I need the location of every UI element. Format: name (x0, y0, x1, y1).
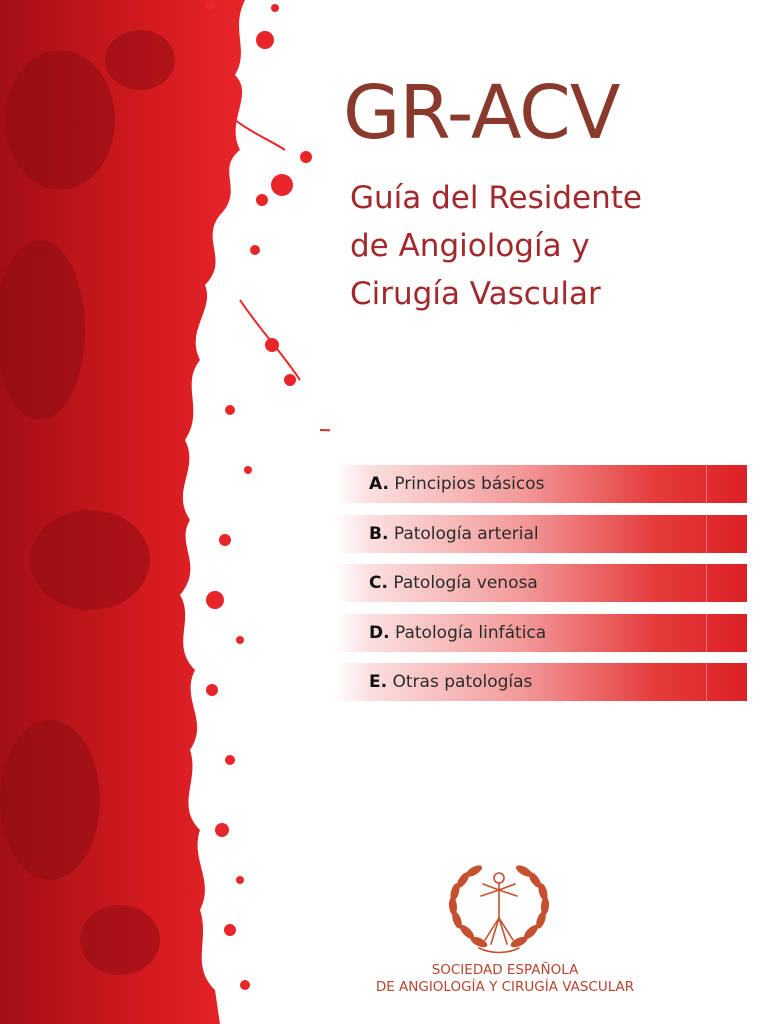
toc-item-text (369, 573, 538, 593)
subtitle-line: de Angiología y (350, 228, 590, 264)
society-name (345, 962, 665, 996)
document-subtitle (350, 174, 740, 318)
vitruvian-laurel-emblem (443, 860, 555, 956)
document-title: GR-ACV (343, 70, 620, 156)
society-name-line: DE ANGIOLOGÍA Y CIRUGÍA VASCULAR (375, 979, 635, 995)
toc-item-c[interactable] (335, 564, 747, 602)
toc-item-text (369, 474, 544, 494)
toc-item-text (369, 623, 546, 643)
toc-item-a[interactable] (335, 465, 747, 503)
toc-item-letter: E. (369, 672, 388, 692)
toc-item-label: Patología arterial (393, 523, 539, 544)
toc-item-label: Patología venosa (393, 573, 538, 593)
toc-item-label: Patología linfática (394, 622, 547, 643)
blood-splash-graphic (0, 0, 330, 1024)
toc-item-letter: D. (369, 622, 390, 643)
toc-item-text (369, 524, 539, 544)
toc-item-b[interactable] (335, 515, 747, 553)
toc-item-e[interactable] (335, 663, 747, 701)
toc-item-letter: B. (369, 523, 389, 544)
toc-item-letter: A. (369, 474, 389, 494)
toc-item-label: Principios básicos (394, 474, 545, 494)
subtitle-line: Guía del Residente (350, 180, 642, 216)
toc-item-text (369, 672, 532, 692)
toc-item-label: Otras patologías (392, 672, 533, 692)
toc-item-d[interactable] (335, 614, 747, 652)
table-of-contents (335, 465, 747, 713)
toc-item-letter: C. (369, 573, 388, 593)
subtitle-line: Cirugía Vascular (350, 276, 601, 312)
society-name-line: SOCIEDAD ESPAÑOLA (431, 962, 579, 978)
